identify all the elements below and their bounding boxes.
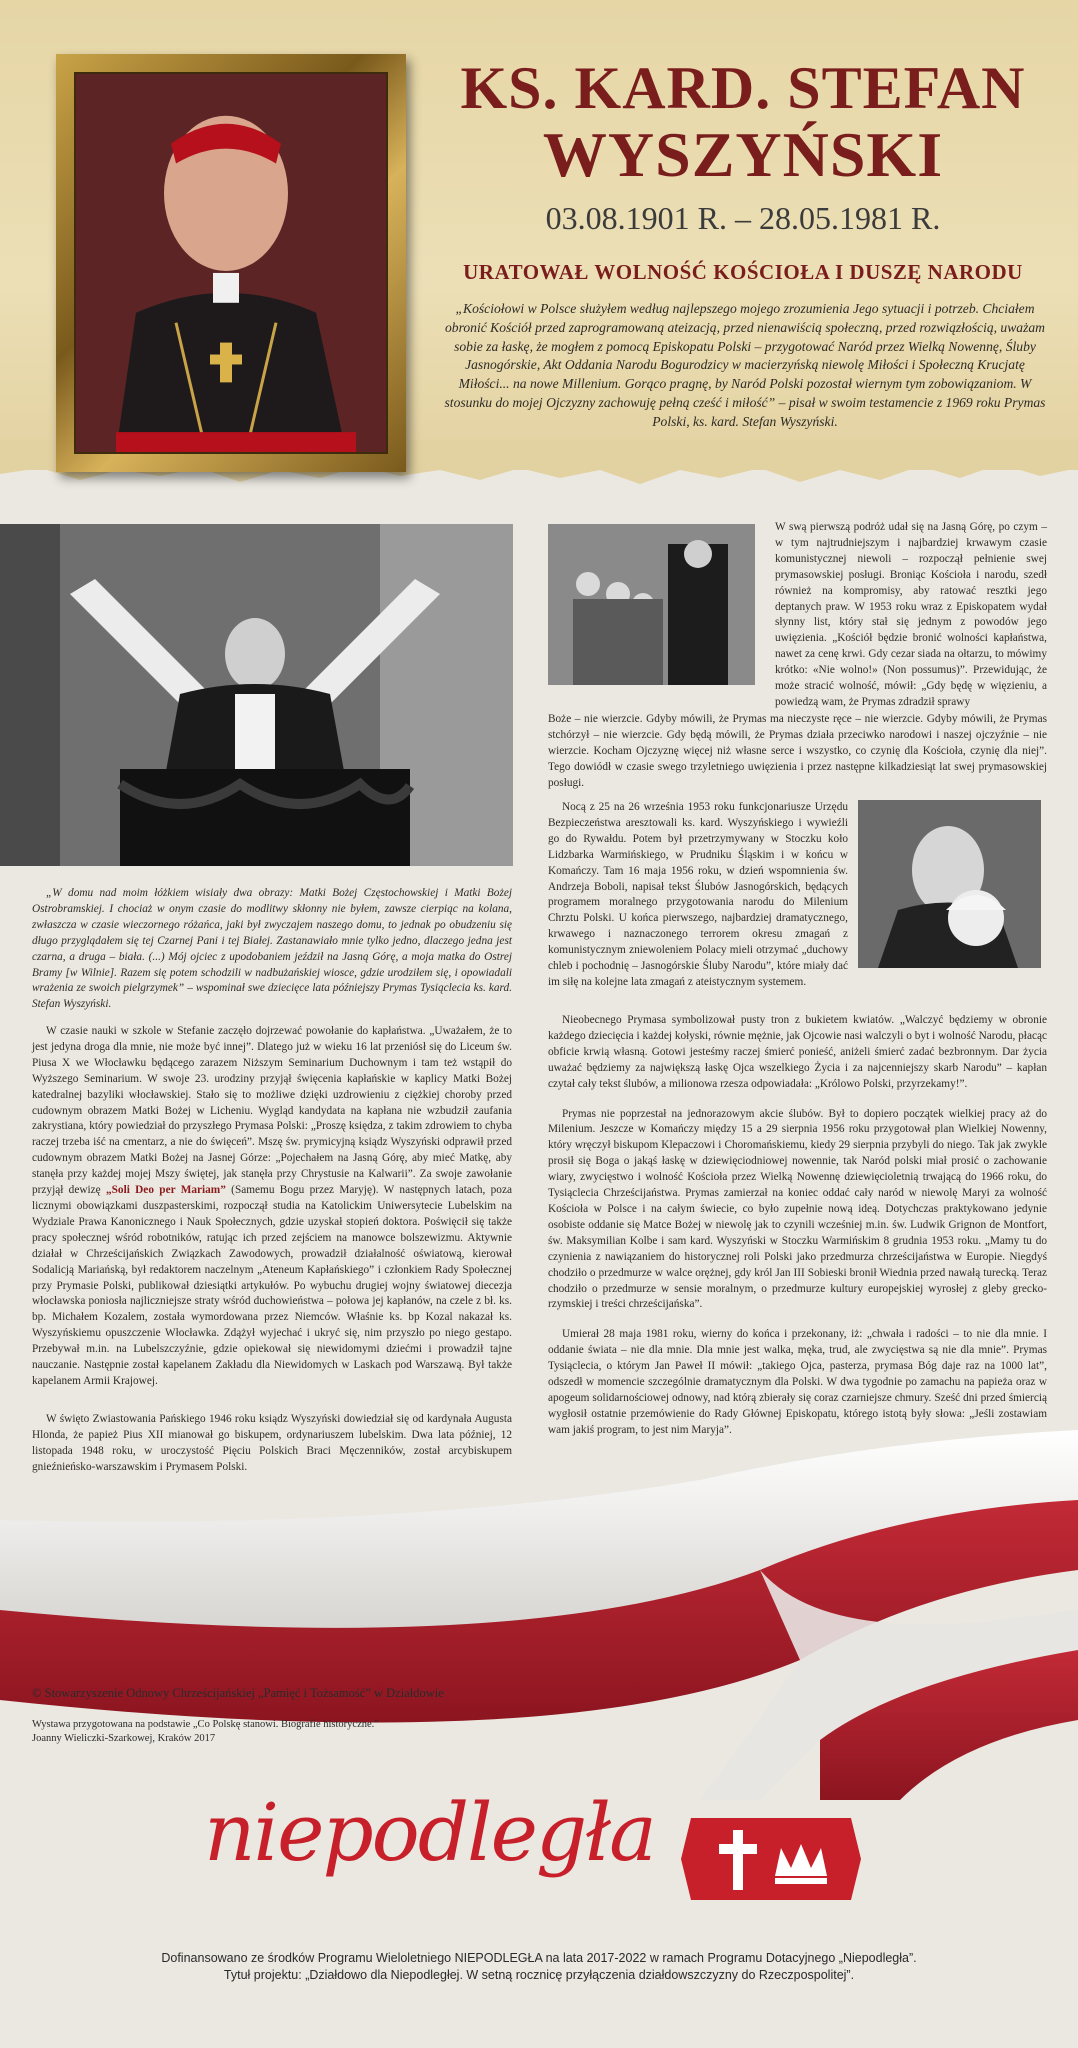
testament-quote: „Kościołowi w Polsce służyłem według najlepszego mojego zrozumienia Jego sytuacji i potrzeb. Chciałem obronić Kościół przed zaprogramowaną ateizacją, przed nienawiścią społeczną, przed rozwiązłością, uważam sobie za łaskę, że mogłem z pomocą Episkopatu Polski – przygotować Naród przez Wielką Nowennę, Śluby Jasnogórskie, Akt Oddania Narodu Bogurodzicy w macierzyńską niewolę Miłości i Społeczną Krucjatę Miłości... na nowe Millenium. Gorąco pragnę, by Naród Polski pozostał wiernym tym zobowiązaniom. W stosunku do mojej Ojczyzny zachowuję pełną cześć i miłość” – pisał w swoim testamencie z 1969 roku Prymas Polski, ks. kard. Stefan Wyszyński. xyxy=(444,301,1046,429)
cardinal-with-girl-photo xyxy=(858,800,1041,968)
children-group-photo xyxy=(548,524,755,685)
primate-section-top: W swą pierwszą podróż udał się na Jasną Górę, po czym – w tym najtrudniejszym i najbardziej krwawym czasie komunistycznej niewoli – rozpoczął pełnienie swej prymasowskiej posługi. Broniąc Kościoła i narodu, szedł również na kompromisy, aby ratować resztki jego deptanych praw. W 1953 roku wraz z Episkopatem wydał słynny list, który stał się jednym z powodów jego uwięzienia. „Kościół będzie bronić wolności kapłaństwa, nawet za cenę krwi. Gdy cezar siada na ołtarzu, to mówimy krótko: «Nie wolno!» (Non possumus)”. Przewidując, że może stracić wolność, mówił: „Gdy będę w więzieniu, a powiedzą wam, że Prymas zdradził sprawy xyxy=(775,521,1047,708)
copyright-note: © Stowarzyszenie Odnowy Chrześcijańskiej „Pamięć i Tożsamość” w Działdowie xyxy=(32,1686,444,1700)
cross-crown-emblem xyxy=(681,1818,861,1900)
motto: „Soli Deo per Mariam” xyxy=(105,1184,226,1197)
arrest-section: Nocą z 25 na 26 września 1953 roku funkcjonariusze Urzędu Bezpieczeństwa aresztowali ks. kard. Wyszyńskiego i wywieźli go do Rywałdu. Potem był przetrzymywany w Stoczku koło Lidzbarka Warmińskiego, w Prudniku Śląskim i w końcu w Komańczy. Tam 16 maja 1956 roku, w dzień wspomnienia św. Andrzeja Boboli, napisał tekst Ślubów Jasnogórskich, będących programem moralnego przygotowania narodu do Milenium Chrztu Polski. U końca pierwszego, najbardziej dramatycznego, krwawego i naznaczonego terrorem okresu zmagań z komunistycznym zniewoleniem Polacy mieli otrzymać „duchowy chleb i pochodnię – Jasnogórskie Śluby Narodu”, które miały dać im siłę na kolejne lata zmagań z ateistycznym systemem. xyxy=(548,801,848,988)
subtitle: URATOWAŁ WOLNOŚĆ KOŚCIOŁA I DUSZĘ NARODU xyxy=(463,260,1023,284)
niepodlegla-logo: niepodległa xyxy=(204,1786,655,1879)
funding-note: Dofinansowano ze środków Programu Wieloletniego NIEPODLEGŁA na lata 2017-2022 w ramach Programu Dotacyjnego „Niepodległa”. Tytuł projektu: „Działdowo dla Niepodległej. W setną rocznicę przyłączenia działdowszczyzny do Rzeczpospolitej”. xyxy=(161,1951,917,1982)
biography-paragraph: W czasie nauki w szkole w Stefanie zaczęło dojrzewać powołanie do kapłaństwa. „Uważałem, że to jest jedyna droga dla mnie, nie może być innej”. Dlatego już w wieku 16 lat przeniósł się do Liceum św. Piusa X we Włocławku będącego zarazem Niższym Seminarium Duchownym i tam też wstąpił do Wyższego Seminarium. W swoje 23. urodziny przyjął święcenia kapłańskie w kaplicy Matki Bożej katedralnej bazyliki włocławskiej. Stało się to możliwe dzięki uzdrowieniu z ciężkiej choroby przed cudownym obrazem Matki Bożej w Licheniu. Wygląd kandydata na kapłana nie wzbudził zaufania zakrystiana, który powiedział do przyszłego Prymasa Polski: „Proszę księdza, z takim zdrowiem to chyba raczej trzeba iść na cmentarz, a nie do święceń”. Mszę św. prymicyjną ksiądz Wyszyński odprawił przed cudownym obrazem Matki Bożej na Jasnej Górze: „Pojechałem na Jasną Górę, aby mieć Matkę, aby stanęła przy każdej mojej Mszy świętej, jak stanęła przy Chrystusie na Kalwarii”. Za swoje zawołanie przyjął dewizę „Soli Deo per Mariam” (Samemu Bogu przez Maryję). W następnych latach, poza licznymi obowiązkami duszpasterskimi, rozpoczął studia na Katolickim Uniwersytecie Lubelskim na Wydziale Prawa Kanonicznego i Nauk Społecznych, gdzie uzyskał stopień doktora. Poświęcił się także pracy społecznej wśród robotników, ratując ich przed zejściem na manowce bolszewizmu. Aktywnie działał w Chrześcijańskich Związkach Zawodowych, prowadził działalność oświatową, kierował Sodalicją Mariańską, był redaktorem naczelnym „Ateneum Kapłańskiego” i członkiem Rady Społecznej przy Prymasie Polski, publikował dziesiątki artykułów. Po wybuchu drugiej wojny światowej diecezja włocławska poniosła najliczniejsze straty wśród duchowieństwa – połowa jej kapłanów, na czele z bł. ks. bp. Michałem Kozalem, została wymordowana przez Niemców. Właśnie ks. bp Kozal nakazał ks. Wyszyńskiemu opuszczenie Włocławka. Zdążył wyjechać i ukryć się, nim przyszło po niego gestapo. Przebywał m.in. na Lubelszczyźnie, gdzie opiekował się niewidomymi dziećmi i prowadził tajne nauczanie. Następnie został kapelanem Zakładu dla Niewidomych w Laskach pod Warszawą. Był także kapelanem Armii Krajowej. xyxy=(32,1025,512,1387)
portrait-photo xyxy=(74,72,388,454)
life-dates: 03.08.1901 R. – 28.05.1981 R. xyxy=(545,200,941,236)
vows-section: Nieobecnego Prymasa symbolizował pusty tron z bukietem kwiatów. „Walczyć będziemy w obronie każdego dziecięcia i każdej kołyski, równie mężnie, jak Ojcowie nasi walczyli o byt i wolność Narodu, płacąc obficie krwią własną. Gotowi jesteśmy raczej śmierć ponieść, aniżeli śmierć zadać bezbronnym. Dar życia uważać będziemy za największą łaskę Ojca wszelkiego Życia i za najcenniejszy skarb Narodu” – kapłan czytał cały tekst ślubów, a milionowa rzesza odpowiadała: „Królowo Polski, przyrzekamy!”. Prymas nie poprzestał na jednorazowym akcie ślubów. Był to dopiero początek wielkiej pracy aż do Milenium. Jeszcze w Komańczy między 15 a 29 sierpnia 1956 roku przygotował plan Wielkiej Nowenny, który wręczył biskupom Klepaczowi i Choromańskiemu, kiedy 29 sierpnia przybyli do niego. Tak jak zwykle prosił się Boga o jakąś łaskę w dziewięciodniowej nowennie, tak Naród polski miał prosić o zachowanie wiary, zwycięstwo i wolność Kościoła przez Wielką Nowennę dziewięcioletnią trwającą do 1966 roku, do Tysiąclecia Chrześcijaństwa. Prymas zamierzał na koniec oddać cały naród w niewolę Maryi za wolność Kościoła w Polsce i na całym świecie, co było zupełnie nową ideą. Dotychczas praktykowano jedynie osobiste oddanie się Matce Bożej w niewolę jak to czynili wcześniej m.in. św. Ludwik Grignon de Montfort, św. Maksymilian Kolbe i sam kard. Wyszyński w Stoczku Warmińskim 8 grudnia 1953 roku. „Mamy tu do czynienia z nawiązaniem do historycznej roli Polski jako przedmurza chrześcijaństwa w Europie. Niegdyś chodziło o przedmurze w walce orężnej, gdy król Jan III Sobieski bronił Wiednia przed nawałą turecką. Teraz chodziło o przedmurze w sensie moralnym, o przedmurze kultury europejskiej wyrosłej z gleby grecko-rzymskiej i treści chrześcijańska”. Umierał 28 maja 1981 roku, wierny do końca i przekonany, iż: „chwała i radości – to nie dla mnie. I oddanie świata – nie dla mnie. Dla mnie jest walka, męka, trud, ale zwycięstwa są nie dla mnie”. Prymas Tysiąclecia, o którym Jan Paweł II mówił: „takiego Ojca, pasterza, prymasa Bóg daje raz na 1000 lat”, odszedł w momencie szczególnie dramatycznym dla Polski. W dwa tygodnie po zamachu na papieża oraz w apogeum solidarnościowej odnowy, nad którą zbierały się coraz czarniejsze chmury. Sześć dni przed śmiercią wygłosił ostatnie przemówienie do Rady Głównej Episkopatu, którego istotą były słowa: „Jeśli zostawiam wam jakiś program, to jest nim Maryja”. xyxy=(548,1014,1047,1436)
biography-section xyxy=(32,1024,512,1404)
bishop-section: W święto Zwiastowania Pańskiego 1946 roku ksiądz Wyszyński dowiedział się od kardynała Augusta Hlonda, że papież Pius XII mianował go biskupem, ordynariuszem lubelskim. Dwa lata później, 12 listopada 1948 roku, w uroczystość Pięciu Polskich Braci Męczenników, został arcybiskupem gnieźnieńsko-warszawskim i Prymasem Polski. xyxy=(32,1413,512,1473)
source-note: Wystawa przygotowana na podstawie „Co Polskę stanowi. Biografie historyczne.” Joanny Wieliczki-Szarkowej, Kraków 2017 xyxy=(32,1719,379,1744)
page-title: KS. KARD. STEFAN WYSZYŃSKI xyxy=(460,55,1026,190)
primate-section-bottom: Boże – nie wierzcie. Gdyby mówili, że Prymas ma nieczyste ręce – nie wierzcie. Gdyby mówili, że Prymas stchórzył – nie wierzcie. Gdy będą mówili, że Prymas działa przeciwko narodowi i naszej ojczyźnie – nie wierzcie. Kocham Ojczyznę więcej niż własne serce i wszystko, co czynię dla Kościoła, czynię dla niej”. Tego dowiódł w czasie swego trzyletniego uwięzienia i przez następne kilkadziesiąt lat swej prymasowskiej posługi. xyxy=(548,713,1047,789)
portrait-frame xyxy=(56,54,406,472)
cardinal-blessing-photo xyxy=(0,524,513,866)
childhood-quote: „W domu nad moim łóżkiem wisiały dwa obrazy: Matki Bożej Częstochowskiej i Matki Bożej Ostrobramskiej. I chociaż w onym czasie do modlitwy skłonny nie byłem, zawsze cierpiąc na kolana, zwłaszcza w czasie wieczornego różańca, jaki był zwyczajem naszego domu, to jednak po obudzeniu się długo przyglądałem się tej Czarnej Pani i tej Białej. Zastanawiało mnie tylko jedno, dlaczego jedna jest czarna, a druga – biała. (...) Mój ojciec z upodobaniem jeździł na Jasną Górę, a moja matka do Ostrej Bramy [w Wilnie]. Razem się potem schodzili w nadbużańskiej wiosce, gdzie urodziłem się, i opowiadali wrażenia ze swoich pielgrzymek” – wspominał swe dziecięce lata późniejszy Prymas Tysiąclecia ks. kard. Stefan Wyszyński. xyxy=(32,887,512,1011)
